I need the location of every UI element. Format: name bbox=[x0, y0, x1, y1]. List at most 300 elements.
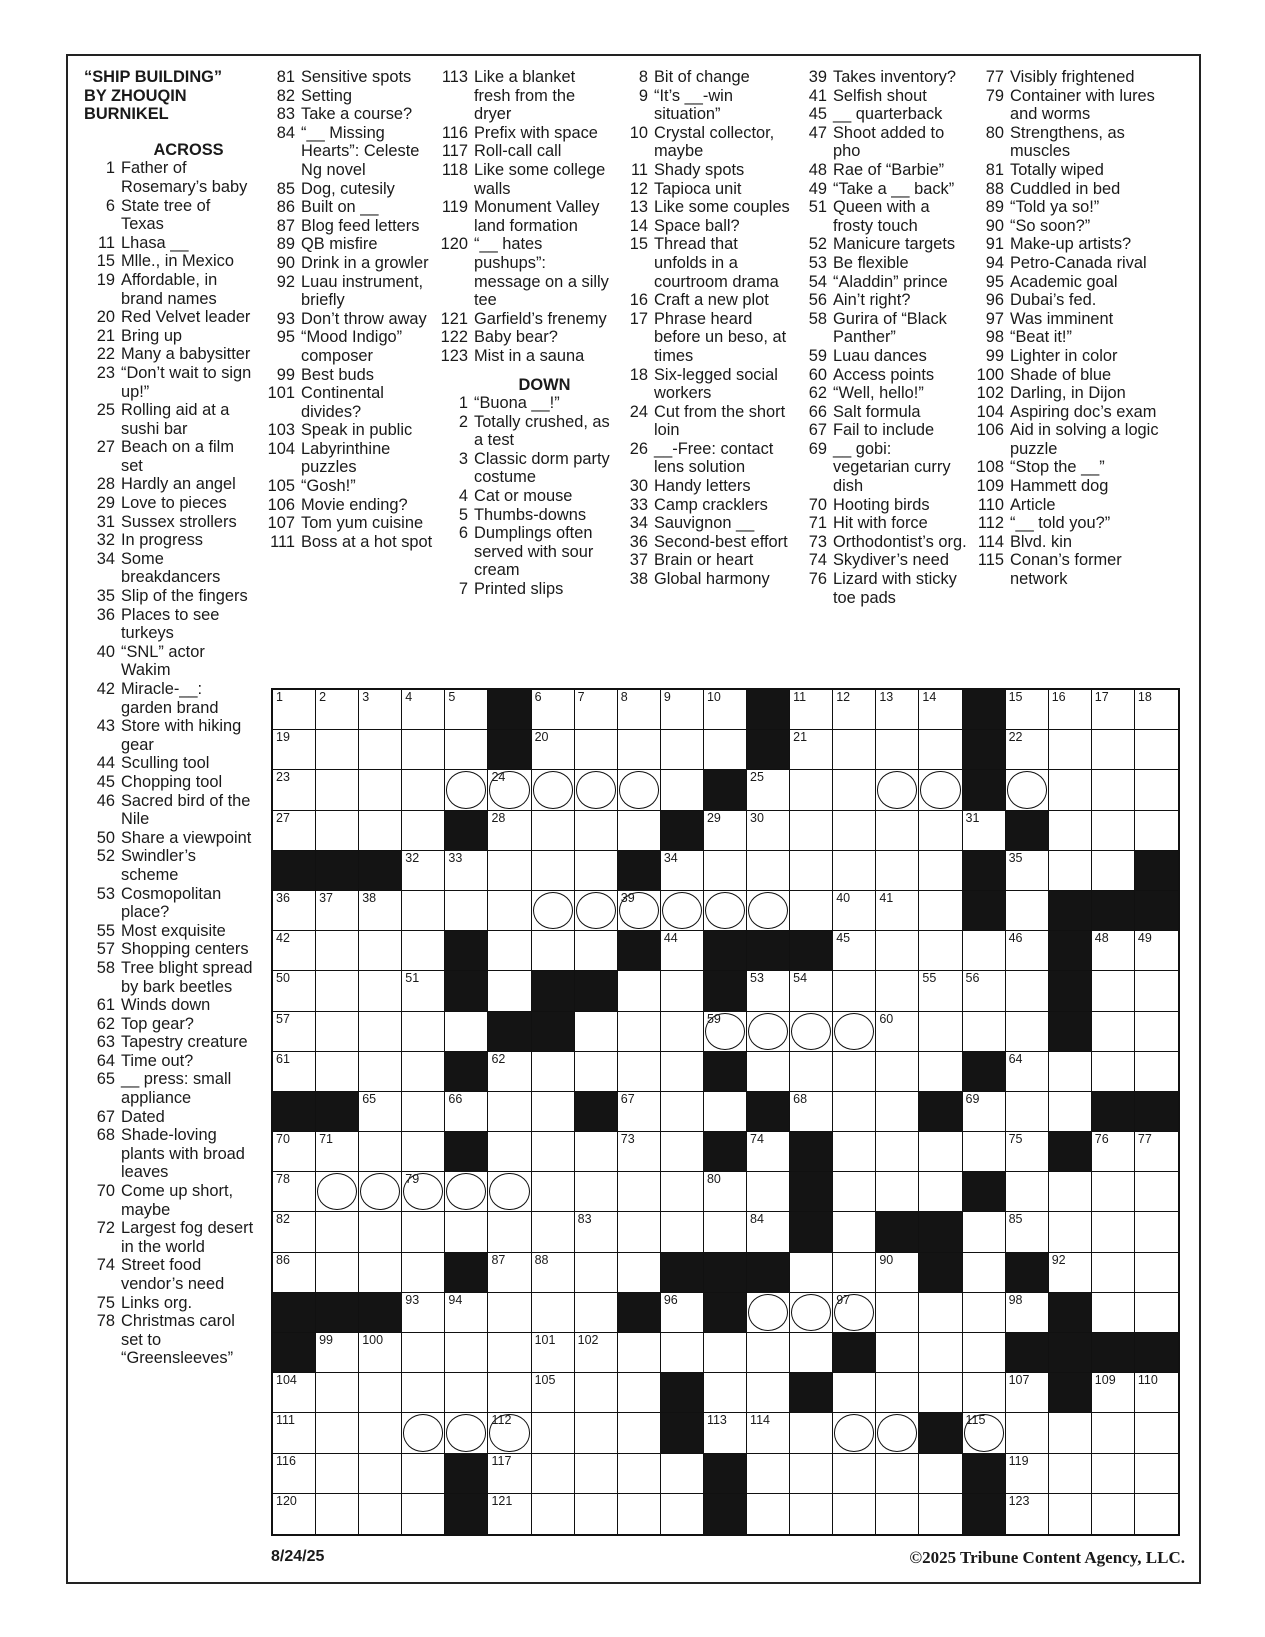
grid-cell[interactable] bbox=[1092, 1052, 1135, 1092]
grid-cell[interactable] bbox=[876, 1092, 919, 1132]
grid-cell[interactable] bbox=[1049, 690, 1092, 730]
grid-cell[interactable] bbox=[273, 1454, 316, 1494]
grid-cell[interactable] bbox=[1006, 1454, 1049, 1494]
grid-cell[interactable] bbox=[919, 971, 962, 1011]
grid-cell[interactable] bbox=[790, 730, 833, 770]
grid-cell[interactable] bbox=[833, 1494, 876, 1534]
grid-cell[interactable] bbox=[316, 811, 359, 851]
grid-cell[interactable] bbox=[661, 931, 704, 971]
grid-cell[interactable] bbox=[273, 1494, 316, 1534]
grid-cell[interactable] bbox=[1049, 1253, 1092, 1293]
grid-cell[interactable] bbox=[661, 1012, 704, 1052]
grid-cell[interactable] bbox=[790, 770, 833, 810]
grid-cell[interactable] bbox=[618, 1172, 661, 1212]
grid-cell[interactable] bbox=[919, 851, 962, 891]
grid-cell[interactable] bbox=[1006, 770, 1049, 810]
grid-cell[interactable] bbox=[1049, 1454, 1092, 1494]
grid-cell[interactable] bbox=[618, 1333, 661, 1373]
grid-cell[interactable] bbox=[575, 770, 618, 810]
grid-cell[interactable] bbox=[661, 1132, 704, 1172]
grid-cell[interactable] bbox=[575, 811, 618, 851]
grid-cell[interactable] bbox=[963, 971, 1006, 1011]
grid-cell[interactable] bbox=[661, 690, 704, 730]
grid-cell[interactable] bbox=[1006, 971, 1049, 1011]
grid-cell[interactable] bbox=[747, 1494, 790, 1534]
grid-cell[interactable] bbox=[876, 851, 919, 891]
grid-cell[interactable] bbox=[661, 730, 704, 770]
grid-cell[interactable] bbox=[1092, 1132, 1135, 1172]
grid-cell[interactable] bbox=[402, 931, 445, 971]
grid-cell[interactable] bbox=[963, 1012, 1006, 1052]
grid-cell[interactable] bbox=[661, 1454, 704, 1494]
grid-cell[interactable] bbox=[919, 1052, 962, 1092]
grid-cell[interactable] bbox=[1135, 1494, 1178, 1534]
grid-cell[interactable] bbox=[532, 851, 575, 891]
grid-cell[interactable] bbox=[1006, 1052, 1049, 1092]
grid-cell[interactable] bbox=[359, 891, 402, 931]
grid-cell[interactable] bbox=[402, 1253, 445, 1293]
grid-cell[interactable] bbox=[445, 851, 488, 891]
grid-cell[interactable] bbox=[963, 1212, 1006, 1252]
grid-cell[interactable] bbox=[919, 730, 962, 770]
grid-cell[interactable] bbox=[488, 1092, 531, 1132]
grid-cell[interactable] bbox=[273, 1413, 316, 1453]
grid-cell[interactable] bbox=[790, 1012, 833, 1052]
grid-cell[interactable] bbox=[618, 1253, 661, 1293]
grid-cell[interactable] bbox=[402, 1012, 445, 1052]
grid-cell[interactable] bbox=[963, 1253, 1006, 1293]
grid-cell[interactable] bbox=[1049, 1172, 1092, 1212]
grid-cell[interactable] bbox=[876, 1172, 919, 1212]
grid-cell[interactable] bbox=[919, 770, 962, 810]
grid-cell[interactable] bbox=[833, 730, 876, 770]
grid-cell[interactable] bbox=[747, 811, 790, 851]
grid-cell[interactable] bbox=[747, 971, 790, 1011]
grid-cell[interactable] bbox=[488, 1373, 531, 1413]
grid-cell[interactable] bbox=[359, 1253, 402, 1293]
grid-cell[interactable] bbox=[359, 931, 402, 971]
grid-cell[interactable] bbox=[359, 1092, 402, 1132]
grid-cell[interactable] bbox=[1049, 730, 1092, 770]
grid-cell[interactable] bbox=[1092, 931, 1135, 971]
grid-cell[interactable] bbox=[876, 891, 919, 931]
grid-cell[interactable] bbox=[1135, 931, 1178, 971]
grid-cell[interactable] bbox=[316, 891, 359, 931]
grid-cell[interactable] bbox=[1006, 891, 1049, 931]
grid-cell[interactable] bbox=[316, 1132, 359, 1172]
grid-cell[interactable] bbox=[532, 1293, 575, 1333]
grid-cell[interactable] bbox=[1092, 690, 1135, 730]
grid-cell[interactable] bbox=[833, 1092, 876, 1132]
grid-cell[interactable] bbox=[1135, 1253, 1178, 1293]
grid-cell[interactable] bbox=[445, 891, 488, 931]
grid-cell[interactable] bbox=[790, 1052, 833, 1092]
grid-cell[interactable] bbox=[1135, 1373, 1178, 1413]
grid-cell[interactable] bbox=[316, 931, 359, 971]
grid-cell[interactable] bbox=[919, 1132, 962, 1172]
grid-cell[interactable] bbox=[618, 891, 661, 931]
grid-cell[interactable] bbox=[575, 730, 618, 770]
grid-cell[interactable] bbox=[1092, 1494, 1135, 1534]
grid-cell[interactable] bbox=[273, 1212, 316, 1252]
grid-cell[interactable] bbox=[1049, 770, 1092, 810]
grid-cell[interactable] bbox=[618, 1092, 661, 1132]
grid-cell[interactable] bbox=[488, 811, 531, 851]
grid-cell[interactable] bbox=[1006, 1293, 1049, 1333]
grid-cell[interactable] bbox=[661, 1333, 704, 1373]
grid-cell[interactable] bbox=[919, 1293, 962, 1333]
grid-cell[interactable] bbox=[1006, 1132, 1049, 1172]
grid-cell[interactable] bbox=[1135, 1132, 1178, 1172]
grid-cell[interactable] bbox=[359, 690, 402, 730]
grid-cell[interactable] bbox=[316, 1012, 359, 1052]
grid-cell[interactable] bbox=[618, 1373, 661, 1413]
grid-cell[interactable] bbox=[790, 690, 833, 730]
grid-cell[interactable] bbox=[1006, 690, 1049, 730]
grid-cell[interactable] bbox=[1135, 690, 1178, 730]
grid-cell[interactable] bbox=[445, 730, 488, 770]
grid-cell[interactable] bbox=[445, 1012, 488, 1052]
grid-cell[interactable] bbox=[488, 1333, 531, 1373]
grid-cell[interactable] bbox=[919, 811, 962, 851]
grid-cell[interactable] bbox=[704, 1012, 747, 1052]
grid-cell[interactable] bbox=[1092, 1212, 1135, 1252]
grid-cell[interactable] bbox=[575, 1333, 618, 1373]
grid-cell[interactable] bbox=[273, 891, 316, 931]
grid-cell[interactable] bbox=[1135, 1052, 1178, 1092]
grid-cell[interactable] bbox=[618, 971, 661, 1011]
grid-cell[interactable] bbox=[1006, 730, 1049, 770]
grid-cell[interactable] bbox=[618, 690, 661, 730]
grid-cell[interactable] bbox=[747, 1012, 790, 1052]
grid-cell[interactable] bbox=[359, 1132, 402, 1172]
grid-cell[interactable] bbox=[359, 730, 402, 770]
grid-cell[interactable] bbox=[575, 1454, 618, 1494]
grid-cell[interactable] bbox=[833, 1413, 876, 1453]
grid-cell[interactable] bbox=[1092, 770, 1135, 810]
grid-cell[interactable] bbox=[1006, 1413, 1049, 1453]
grid-cell[interactable] bbox=[747, 1052, 790, 1092]
grid-cell[interactable] bbox=[273, 1012, 316, 1052]
grid-cell[interactable] bbox=[1092, 730, 1135, 770]
grid-cell[interactable] bbox=[488, 931, 531, 971]
grid-cell[interactable] bbox=[876, 1454, 919, 1494]
grid-cell[interactable] bbox=[661, 1293, 704, 1333]
grid-cell[interactable] bbox=[833, 1373, 876, 1413]
grid-cell[interactable] bbox=[1006, 1172, 1049, 1212]
grid-cell[interactable] bbox=[402, 730, 445, 770]
grid-cell[interactable] bbox=[1006, 1092, 1049, 1132]
grid-cell[interactable] bbox=[1092, 811, 1135, 851]
grid-cell[interactable] bbox=[316, 1413, 359, 1453]
grid-cell[interactable] bbox=[704, 811, 747, 851]
grid-cell[interactable] bbox=[316, 1454, 359, 1494]
grid-cell[interactable] bbox=[876, 690, 919, 730]
grid-cell[interactable] bbox=[833, 891, 876, 931]
grid-cell[interactable] bbox=[833, 851, 876, 891]
grid-cell[interactable] bbox=[704, 690, 747, 730]
grid-cell[interactable] bbox=[1006, 1212, 1049, 1252]
grid-cell[interactable] bbox=[747, 1373, 790, 1413]
grid-cell[interactable] bbox=[402, 1413, 445, 1453]
grid-cell[interactable] bbox=[1049, 1413, 1092, 1453]
grid-cell[interactable] bbox=[273, 1052, 316, 1092]
grid-cell[interactable] bbox=[919, 1494, 962, 1534]
grid-cell[interactable] bbox=[1006, 851, 1049, 891]
grid-cell[interactable] bbox=[1092, 1012, 1135, 1052]
grid-cell[interactable] bbox=[488, 1413, 531, 1453]
grid-cell[interactable] bbox=[575, 931, 618, 971]
grid-cell[interactable] bbox=[316, 1373, 359, 1413]
grid-cell[interactable] bbox=[316, 770, 359, 810]
grid-cell[interactable] bbox=[1135, 971, 1178, 1011]
grid-cell[interactable] bbox=[575, 1253, 618, 1293]
grid-cell[interactable] bbox=[575, 1172, 618, 1212]
grid-cell[interactable] bbox=[445, 770, 488, 810]
grid-cell[interactable] bbox=[833, 1454, 876, 1494]
grid-cell[interactable] bbox=[963, 1333, 1006, 1373]
grid-cell[interactable] bbox=[790, 971, 833, 1011]
grid-cell[interactable] bbox=[488, 1253, 531, 1293]
grid-cell[interactable] bbox=[919, 1172, 962, 1212]
grid-cell[interactable] bbox=[316, 1212, 359, 1252]
grid-cell[interactable] bbox=[316, 1253, 359, 1293]
grid-cell[interactable] bbox=[402, 1333, 445, 1373]
grid-cell[interactable] bbox=[919, 1333, 962, 1373]
grid-cell[interactable] bbox=[402, 1172, 445, 1212]
grid-cell[interactable] bbox=[575, 1052, 618, 1092]
grid-cell[interactable] bbox=[575, 1373, 618, 1413]
grid-cell[interactable] bbox=[532, 1212, 575, 1252]
grid-cell[interactable] bbox=[661, 770, 704, 810]
grid-cell[interactable] bbox=[876, 770, 919, 810]
grid-cell[interactable] bbox=[575, 1212, 618, 1252]
grid-cell[interactable] bbox=[532, 1373, 575, 1413]
grid-cell[interactable] bbox=[833, 1172, 876, 1212]
grid-cell[interactable] bbox=[704, 1172, 747, 1212]
grid-cell[interactable] bbox=[359, 1454, 402, 1494]
grid-cell[interactable] bbox=[876, 1132, 919, 1172]
grid-cell[interactable] bbox=[488, 891, 531, 931]
grid-cell[interactable] bbox=[402, 1092, 445, 1132]
grid-cell[interactable] bbox=[359, 1333, 402, 1373]
grid-cell[interactable] bbox=[1049, 1092, 1092, 1132]
grid-cell[interactable] bbox=[618, 1454, 661, 1494]
grid-cell[interactable] bbox=[618, 1012, 661, 1052]
grid-cell[interactable] bbox=[575, 1494, 618, 1534]
grid-cell[interactable] bbox=[833, 811, 876, 851]
grid-cell[interactable] bbox=[704, 891, 747, 931]
grid-cell[interactable] bbox=[488, 1132, 531, 1172]
grid-cell[interactable] bbox=[532, 891, 575, 931]
grid-cell[interactable] bbox=[618, 770, 661, 810]
grid-cell[interactable] bbox=[876, 1293, 919, 1333]
grid-cell[interactable] bbox=[747, 891, 790, 931]
grid-cell[interactable] bbox=[1135, 770, 1178, 810]
grid-cell[interactable] bbox=[402, 1212, 445, 1252]
grid-cell[interactable] bbox=[316, 690, 359, 730]
grid-cell[interactable] bbox=[1135, 1413, 1178, 1453]
grid-cell[interactable] bbox=[704, 1333, 747, 1373]
grid-cell[interactable] bbox=[445, 1373, 488, 1413]
grid-cell[interactable] bbox=[273, 971, 316, 1011]
grid-cell[interactable] bbox=[402, 891, 445, 931]
grid-cell[interactable] bbox=[575, 690, 618, 730]
grid-cell[interactable] bbox=[1092, 1373, 1135, 1413]
grid-cell[interactable] bbox=[402, 851, 445, 891]
grid-cell[interactable] bbox=[661, 971, 704, 1011]
grid-cell[interactable] bbox=[876, 971, 919, 1011]
grid-cell[interactable] bbox=[488, 1052, 531, 1092]
grid-cell[interactable] bbox=[1135, 1293, 1178, 1333]
grid-cell[interactable] bbox=[704, 851, 747, 891]
grid-cell[interactable] bbox=[359, 811, 402, 851]
grid-cell[interactable] bbox=[402, 1052, 445, 1092]
grid-cell[interactable] bbox=[963, 1413, 1006, 1453]
grid-cell[interactable] bbox=[1092, 1293, 1135, 1333]
grid-cell[interactable] bbox=[445, 1172, 488, 1212]
grid-cell[interactable] bbox=[1135, 1212, 1178, 1252]
grid-cell[interactable] bbox=[661, 1212, 704, 1252]
grid-cell[interactable] bbox=[704, 730, 747, 770]
grid-cell[interactable] bbox=[618, 811, 661, 851]
grid-cell[interactable] bbox=[273, 931, 316, 971]
grid-cell[interactable] bbox=[747, 1413, 790, 1453]
grid-cell[interactable] bbox=[532, 1172, 575, 1212]
grid-cell[interactable] bbox=[790, 811, 833, 851]
grid-cell[interactable] bbox=[747, 1132, 790, 1172]
grid-cell[interactable] bbox=[790, 1092, 833, 1132]
grid-cell[interactable] bbox=[359, 1373, 402, 1413]
grid-cell[interactable] bbox=[273, 770, 316, 810]
grid-cell[interactable] bbox=[1006, 1494, 1049, 1534]
grid-cell[interactable] bbox=[402, 1293, 445, 1333]
grid-cell[interactable] bbox=[919, 690, 962, 730]
grid-cell[interactable] bbox=[704, 1092, 747, 1132]
grid-cell[interactable] bbox=[359, 1012, 402, 1052]
grid-cell[interactable] bbox=[359, 1052, 402, 1092]
grid-cell[interactable] bbox=[532, 1092, 575, 1132]
grid-cell[interactable] bbox=[618, 1413, 661, 1453]
grid-cell[interactable] bbox=[359, 1413, 402, 1453]
grid-cell[interactable] bbox=[359, 1494, 402, 1534]
grid-cell[interactable] bbox=[876, 730, 919, 770]
grid-cell[interactable] bbox=[618, 1212, 661, 1252]
grid-cell[interactable] bbox=[402, 1494, 445, 1534]
grid-cell[interactable] bbox=[316, 1494, 359, 1534]
grid-cell[interactable] bbox=[833, 971, 876, 1011]
grid-cell[interactable] bbox=[963, 1092, 1006, 1132]
grid-cell[interactable] bbox=[876, 1052, 919, 1092]
grid-cell[interactable] bbox=[618, 1052, 661, 1092]
grid-cell[interactable] bbox=[532, 811, 575, 851]
grid-cell[interactable] bbox=[876, 931, 919, 971]
grid-cell[interactable] bbox=[273, 1373, 316, 1413]
grid-cell[interactable] bbox=[747, 1454, 790, 1494]
grid-cell[interactable] bbox=[618, 1494, 661, 1534]
grid-cell[interactable] bbox=[1006, 1373, 1049, 1413]
grid-cell[interactable] bbox=[963, 1373, 1006, 1413]
grid-cell[interactable] bbox=[919, 1373, 962, 1413]
grid-cell[interactable] bbox=[488, 1454, 531, 1494]
grid-cell[interactable] bbox=[790, 1413, 833, 1453]
grid-cell[interactable] bbox=[1092, 1253, 1135, 1293]
grid-cell[interactable] bbox=[575, 1293, 618, 1333]
grid-cell[interactable] bbox=[575, 851, 618, 891]
grid-cell[interactable] bbox=[532, 1253, 575, 1293]
grid-cell[interactable] bbox=[876, 1413, 919, 1453]
grid-cell[interactable] bbox=[532, 1052, 575, 1092]
grid-cell[interactable] bbox=[1049, 1052, 1092, 1092]
grid-cell[interactable] bbox=[833, 1253, 876, 1293]
grid-cell[interactable] bbox=[488, 770, 531, 810]
grid-cell[interactable] bbox=[747, 1293, 790, 1333]
grid-cell[interactable] bbox=[402, 1132, 445, 1172]
grid-cell[interactable] bbox=[919, 1454, 962, 1494]
grid-cell[interactable] bbox=[661, 851, 704, 891]
grid-cell[interactable] bbox=[1135, 730, 1178, 770]
grid-cell[interactable] bbox=[661, 891, 704, 931]
grid-cell[interactable] bbox=[618, 730, 661, 770]
grid-cell[interactable] bbox=[704, 1212, 747, 1252]
grid-cell[interactable] bbox=[316, 730, 359, 770]
grid-cell[interactable] bbox=[876, 1373, 919, 1413]
grid-cell[interactable] bbox=[402, 1373, 445, 1413]
grid-cell[interactable] bbox=[876, 811, 919, 851]
grid-cell[interactable] bbox=[445, 1413, 488, 1453]
grid-cell[interactable] bbox=[532, 1333, 575, 1373]
grid-cell[interactable] bbox=[1049, 851, 1092, 891]
grid-cell[interactable] bbox=[747, 770, 790, 810]
grid-cell[interactable] bbox=[359, 1212, 402, 1252]
grid-cell[interactable] bbox=[316, 1052, 359, 1092]
grid-cell[interactable] bbox=[833, 1052, 876, 1092]
grid-cell[interactable] bbox=[402, 971, 445, 1011]
grid-cell[interactable] bbox=[963, 1293, 1006, 1333]
grid-cell[interactable] bbox=[963, 811, 1006, 851]
grid-cell[interactable] bbox=[963, 1132, 1006, 1172]
grid-cell[interactable] bbox=[273, 730, 316, 770]
grid-cell[interactable] bbox=[790, 891, 833, 931]
grid-cell[interactable] bbox=[790, 1454, 833, 1494]
grid-cell[interactable] bbox=[575, 1413, 618, 1453]
grid-cell[interactable] bbox=[532, 1132, 575, 1172]
grid-cell[interactable] bbox=[359, 1172, 402, 1212]
grid-cell[interactable] bbox=[316, 1333, 359, 1373]
grid-cell[interactable] bbox=[445, 1293, 488, 1333]
grid-cell[interactable] bbox=[1135, 811, 1178, 851]
grid-cell[interactable] bbox=[1135, 1012, 1178, 1052]
grid-cell[interactable] bbox=[575, 891, 618, 931]
grid-cell[interactable] bbox=[747, 851, 790, 891]
grid-cell[interactable] bbox=[532, 690, 575, 730]
grid-cell[interactable] bbox=[445, 1212, 488, 1252]
grid-cell[interactable] bbox=[661, 1494, 704, 1534]
grid-cell[interactable] bbox=[876, 1253, 919, 1293]
grid-cell[interactable] bbox=[747, 1212, 790, 1252]
grid-cell[interactable] bbox=[1049, 1212, 1092, 1252]
grid-cell[interactable] bbox=[575, 1132, 618, 1172]
grid-cell[interactable] bbox=[402, 690, 445, 730]
grid-cell[interactable] bbox=[532, 1454, 575, 1494]
grid-cell[interactable] bbox=[919, 1012, 962, 1052]
grid-cell[interactable] bbox=[919, 891, 962, 931]
grid-cell[interactable] bbox=[704, 1413, 747, 1453]
grid-cell[interactable] bbox=[1006, 1012, 1049, 1052]
grid-cell[interactable] bbox=[273, 1132, 316, 1172]
grid-cell[interactable] bbox=[833, 1132, 876, 1172]
grid-cell[interactable] bbox=[316, 971, 359, 1011]
